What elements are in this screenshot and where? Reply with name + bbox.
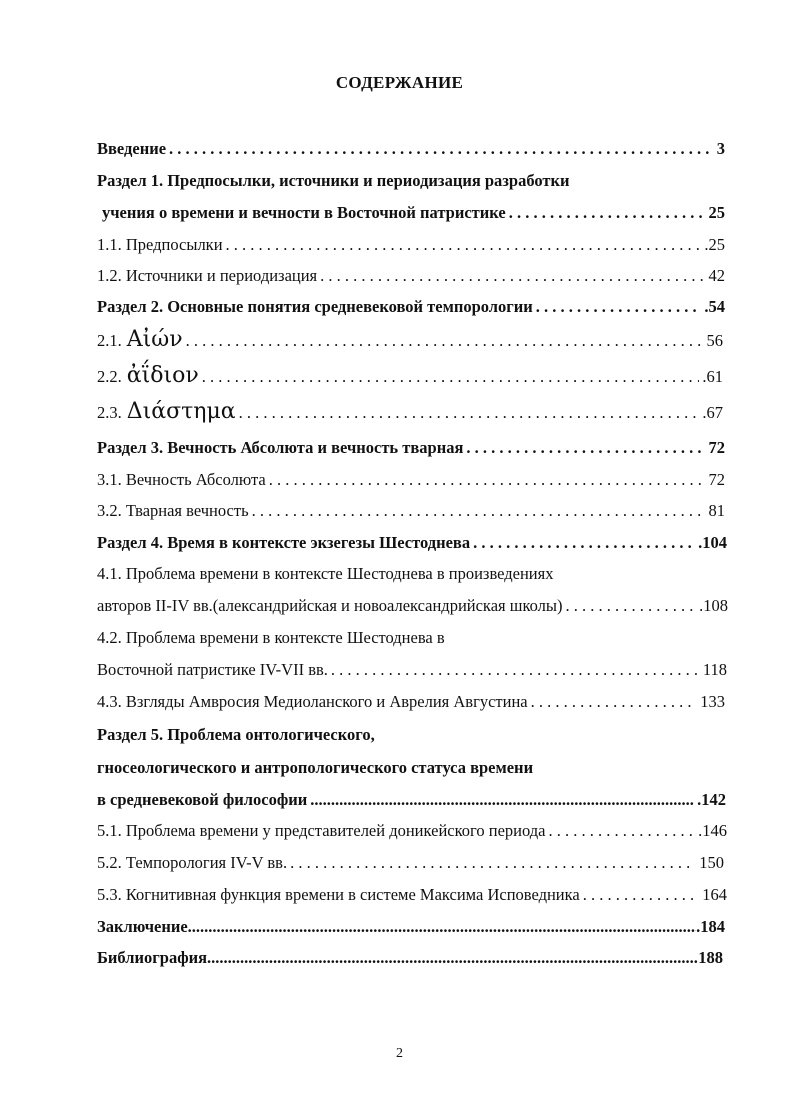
toc-entry-bibliography[interactable] <box>97 948 723 968</box>
toc-section-3[interactable] <box>97 438 725 458</box>
toc-entry-4-1[interactable]: 4.1. Проблема времени в контексте Шестоднева в произведениях <box>97 564 554 583</box>
toc-entry-page: 56 <box>706 331 723 350</box>
toc-entry-label: 5.3. Когнитивная функция времени в системе Максима Исповедника <box>97 885 580 904</box>
toc-entry-label: Введение <box>97 139 167 158</box>
toc-entry-4-2-continued[interactable] <box>97 660 727 680</box>
toc-entry-4-3[interactable] <box>97 692 725 712</box>
toc-entry-page: 3 <box>716 139 725 158</box>
toc-entry-page: 72 <box>708 438 725 457</box>
toc-section-2[interactable] <box>97 297 725 317</box>
toc-entry-label: авторов II-IV вв.(александрийская и новоалександрийская школы) <box>97 596 563 615</box>
toc-section-1-heading-continued[interactable] <box>102 203 725 223</box>
dot-leader <box>226 235 702 255</box>
toc-entry-label: 1.1. Предпосылки <box>97 235 223 254</box>
toc-entry-3-2[interactable] <box>97 501 725 521</box>
toc-entry-number: 2.2. <box>97 367 122 386</box>
toc-entry-page: .61 <box>702 367 723 386</box>
toc-section-4[interactable] <box>97 533 727 553</box>
page-title: СОДЕРЖАНИЕ <box>335 73 464 92</box>
toc-entry-4-1-continued[interactable] <box>97 596 728 616</box>
toc-entry-label: 4.3. Взгляды Амвросия Медиоланского и Аврелия Августина <box>97 692 528 711</box>
toc-entry-page: 150 <box>699 853 724 872</box>
toc-entry-number: 2.1. <box>97 331 122 350</box>
dot-leader <box>207 948 698 968</box>
toc-entry-greek-term: Διάστημα <box>126 399 236 424</box>
toc-entry-page: 25 <box>708 203 725 222</box>
toc-entry-5-2[interactable] <box>97 853 724 873</box>
toc-entry-label: Восточной патристике IV-VII вв. <box>97 660 328 679</box>
dot-leader <box>509 203 706 223</box>
toc-entry-5-1[interactable] <box>97 821 727 841</box>
dot-leader <box>583 885 694 905</box>
dot-leader <box>239 403 700 423</box>
toc-entry-label: Раздел 2. Основные понятия средневековой темпорологии <box>97 297 533 316</box>
dot-leader <box>290 853 690 873</box>
toc-entry-label: в средневековой философии <box>97 790 308 809</box>
toc-entry-2-2[interactable] <box>97 363 723 388</box>
dot-leader <box>466 438 705 458</box>
toc-section-5-heading-continued[interactable]: гносеологического и антропологического статуса времени <box>97 758 534 777</box>
toc-entry-introduction[interactable] <box>97 139 725 159</box>
dot-leader <box>188 917 696 937</box>
toc-entry-page: .184 <box>696 917 725 936</box>
toc-entry-greek-term: Αἰών <box>126 327 183 352</box>
dot-leader <box>331 660 700 680</box>
toc-entry-2-1[interactable] <box>97 327 723 352</box>
dot-leader <box>269 470 706 490</box>
toc-entry-page: .25 <box>704 235 725 254</box>
toc-section-1-heading[interactable]: Раздел 1. Предпосылки, источники и периодизация разработки <box>97 171 570 190</box>
toc-entry-page: .142 <box>697 790 726 809</box>
dot-leader <box>473 533 695 553</box>
page-number: 2 <box>396 1046 403 1061</box>
toc-entry-number: 2.3. <box>97 403 122 422</box>
dot-leader <box>310 790 694 810</box>
toc-entry-page: .104 <box>698 533 727 552</box>
toc-entry-label: 1.2. Источники и периодизация <box>97 266 318 285</box>
toc-entry-1-2[interactable] <box>97 266 725 286</box>
toc-entry-3-1[interactable] <box>97 470 725 490</box>
toc-entry-page: .146 <box>698 821 727 840</box>
toc-entry-page: 81 <box>708 501 725 520</box>
toc-entry-label: 5.2. Темпорология IV-V вв. <box>97 853 288 872</box>
toc-entry-label: 3.2. Тварная вечность <box>97 501 249 520</box>
toc-entry-label: Заключение <box>97 917 188 936</box>
toc-entry-page: .67 <box>702 403 723 422</box>
toc-entry-conclusion[interactable] <box>97 917 725 937</box>
toc-entry-greek-term: ἀΐδιον <box>126 363 199 388</box>
toc-entry-label: Раздел 4. Время в контексте экзегезы Шестоднева <box>97 533 471 552</box>
dot-leader <box>186 331 704 351</box>
toc-entry-page: 118 <box>702 660 727 679</box>
toc-entry-4-2[interactable]: 4.2. Проблема времени в контексте Шестоднева в <box>97 628 445 647</box>
toc-entry-page: 164 <box>702 885 727 904</box>
toc-entry-label: учения о времени и вечности в Восточной патристике <box>102 203 506 222</box>
toc-entry-label: 5.1. Проблема времени у представителей доникейского периода <box>97 821 546 840</box>
toc-entry-page: 133 <box>700 692 725 711</box>
toc-entry-2-3[interactable] <box>97 399 723 424</box>
toc-entry-1-1[interactable] <box>97 235 725 255</box>
toc-entry-page: 42 <box>708 266 725 285</box>
toc-entry-label: Раздел 3. Вечность Абсолюта и вечность тварная <box>97 438 464 457</box>
toc-section-5-heading-end[interactable] <box>97 790 726 810</box>
dot-leader <box>252 501 706 521</box>
dot-leader <box>320 266 705 286</box>
dot-leader <box>548 821 695 841</box>
dot-leader <box>202 367 700 387</box>
dot-leader <box>169 139 714 159</box>
dot-leader <box>531 692 692 712</box>
toc-entry-label: Библиография <box>97 948 208 967</box>
toc-entry-page: 188 <box>698 948 723 967</box>
dot-leader <box>565 596 696 616</box>
toc-entry-page: .54 <box>704 297 725 316</box>
toc-entry-label: 3.1. Вечность Абсолюта <box>97 470 266 489</box>
toc-section-5-heading[interactable]: Раздел 5. Проблема онтологического, <box>97 725 375 744</box>
toc-entry-page: 72 <box>708 470 725 489</box>
toc-entry-5-3[interactable] <box>97 885 727 905</box>
dot-leader <box>536 297 702 317</box>
toc-entry-page: .108 <box>699 596 728 615</box>
